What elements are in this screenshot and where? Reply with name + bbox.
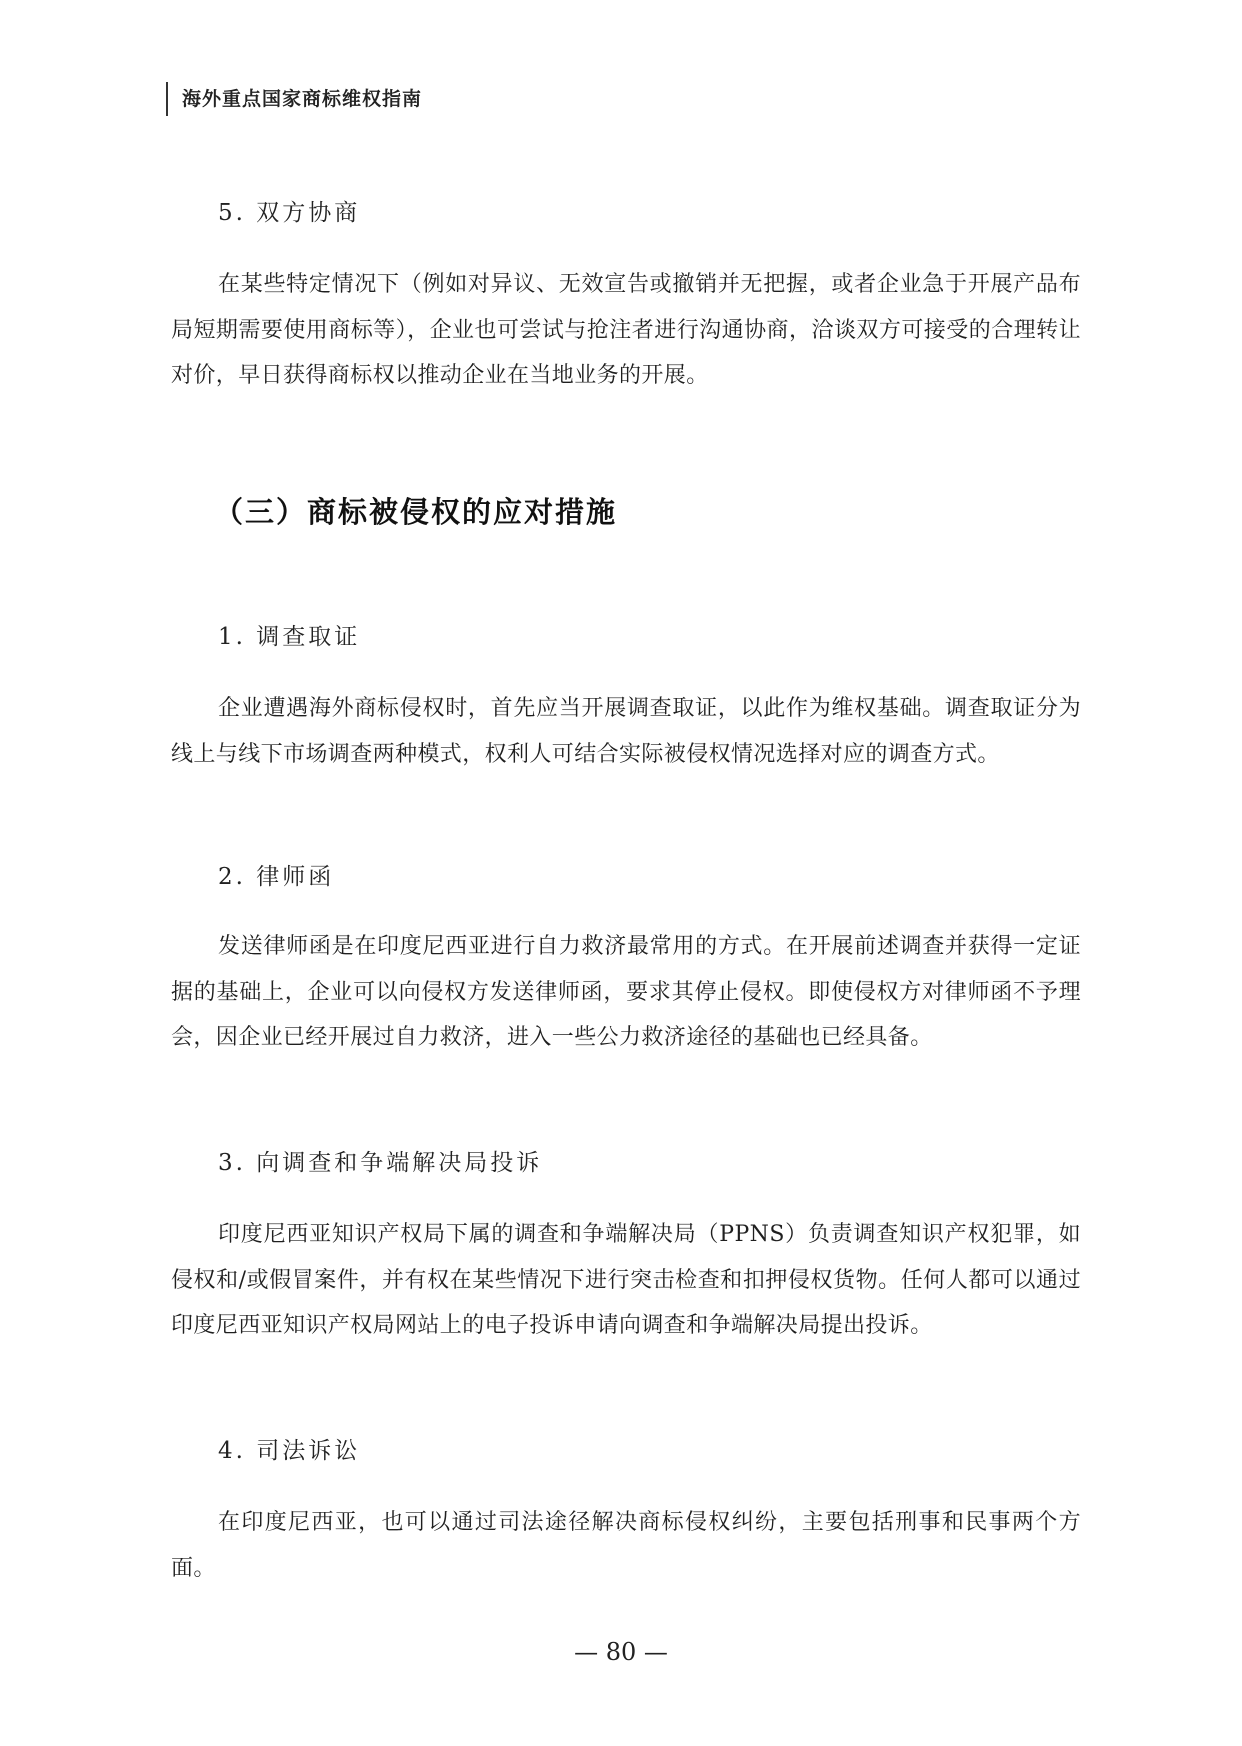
section-5 [171,196,1081,230]
paragraph-investigation-block [171,686,1081,777]
paragraph-complaint: 印度尼西亚知识产权局下属的调查和争端解决局（PPNS）负责调查知识产权犯罪，如侵权和/或假冒案件，并有权在某些情况下进行突击检查和扣押侵权货物。任何人都可以通过印度尼西亚知识产权局网站上的电子投诉申请向调查和争端解决局提出投诉。 [171,1222,1081,1338]
paragraph-negotiation-block [171,262,1081,399]
paragraph-complaint-block [171,1212,1081,1349]
paragraph-lawyer-letter: 发送律师函是在印度尼西亚进行自力救济最常用的方式。在开展前述调查并获得一定证据的基础上，企业可以向侵权方发送律师函，要求其停止侵权。即使侵权方对律师函不予理会，因企业已经开展过自力救济，进入一些公力救济途径的基础也已经具备。 [171,934,1081,1050]
subheading-lawyer-letter: 2. 律师函 [218,864,335,890]
subheading-negotiation: 5. 双方协商 [218,200,361,226]
paragraph-litigation-block [171,1500,1081,1591]
section-title: （三）商标被侵权的应对措施 [214,495,618,529]
page-number: — 80 — [574,1638,668,1666]
subheading-litigation: 4. 司法诉讼 [218,1438,361,1464]
paragraph-investigation: 企业遭遇海外商标侵权时，首先应当开展调查取证，以此作为维权基础。调查取证分为线上与线下市场调查两种模式，权利人可结合实际被侵权情况选择对应的调查方式。 [171,696,1081,767]
paragraph-lawyer-letter-block [171,924,1081,1061]
subheading-investigation: 1. 调查取证 [218,624,361,650]
section-4 [171,1434,1081,1468]
subheading-complaint: 3. 向调查和争端解决局投诉 [218,1150,543,1176]
section-1 [171,620,1081,654]
section-3 [171,1146,1081,1180]
paragraph-litigation: 在印度尼西亚，也可以通过司法途径解决商标侵权纠纷，主要包括刑事和民事两个方面。 [171,1510,1081,1581]
section-2 [171,860,1081,894]
running-header: 海外重点国家商标维权指南 [166,82,422,116]
paragraph-negotiation: 在某些特定情况下（例如对异议、无效宣告或撤销并无把握，或者企业急于开展产品布局短期需要使用商标等），企业也可尝试与抢注者进行沟通协商，洽谈双方可接受的合理转让对价，早日获得商标权以推动企业在当地业务的开展。 [171,272,1081,388]
